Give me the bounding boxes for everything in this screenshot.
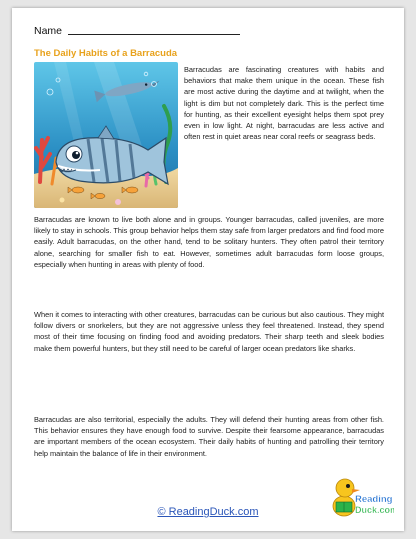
- readingduck-link[interactable]: © ReadingDuck.com: [157, 506, 259, 518]
- worksheet-page: [12, 8, 404, 531]
- logo-text-reading: Reading: [355, 494, 393, 505]
- paragraph-1: Barracudas are fascinating creatures with habits and behaviors that make them unique in the ocean. These fish are most active during the daytime and at twilight, when the light is dim but not completely dark. This is the perfect time for hunting, as their excellent eyesight helps them spot prey even in low light. At night, barracudas are less active and often rest in quiet areas near coral reefs or seagrass beds.: [184, 65, 384, 142]
- name-blank-line[interactable]: [68, 33, 240, 35]
- worksheet-title: The Daily Habits of a Barracuda: [34, 48, 178, 59]
- name-field-row: [34, 25, 240, 37]
- paragraph-3: When it comes to interacting with other creatures, barracudas can be curious but also cautious. They might follow divers or snorkelers, but they are not aggressive unless they feel threatened. Instead, they spend most of their time focusing on finding food and avoiding predators. Their sharp teeth and sleek bodies make them powerful hunters, but they still need to be careful of larger ocean predators like sharks.: [34, 310, 384, 353]
- paragraph-2: Barracudas are known to live both alone and in groups. Younger barracudas, called juveniles, are more likely to stay in schools. This group behavior helps them stay safe from larger predators and find food more easily. Adult barracudas, on the other hand, tend to be solitary hunters. They often patrol their territory alone, searching for smaller fish to eat. However, sometimes adult barracudas form loose groups, especially when hunting in areas with plenty of food.: [34, 215, 384, 269]
- paragraph-4: Barracudas are also territorial, especially the adults. They will defend their hunting areas from other fish. This behavior ensures they have enough food to survive. Despite their fearsome appearance, barracudas are important members of the ocean ecosystem. Their daily habits of hunting and patrolling their territory help maintain the balance of life in their environment.: [34, 415, 384, 458]
- barracuda-illustration: [34, 62, 178, 208]
- logo-text-duck: Duck.com: [355, 505, 394, 515]
- readingduck-logo: [330, 462, 394, 524]
- name-label: Name: [34, 25, 63, 37]
